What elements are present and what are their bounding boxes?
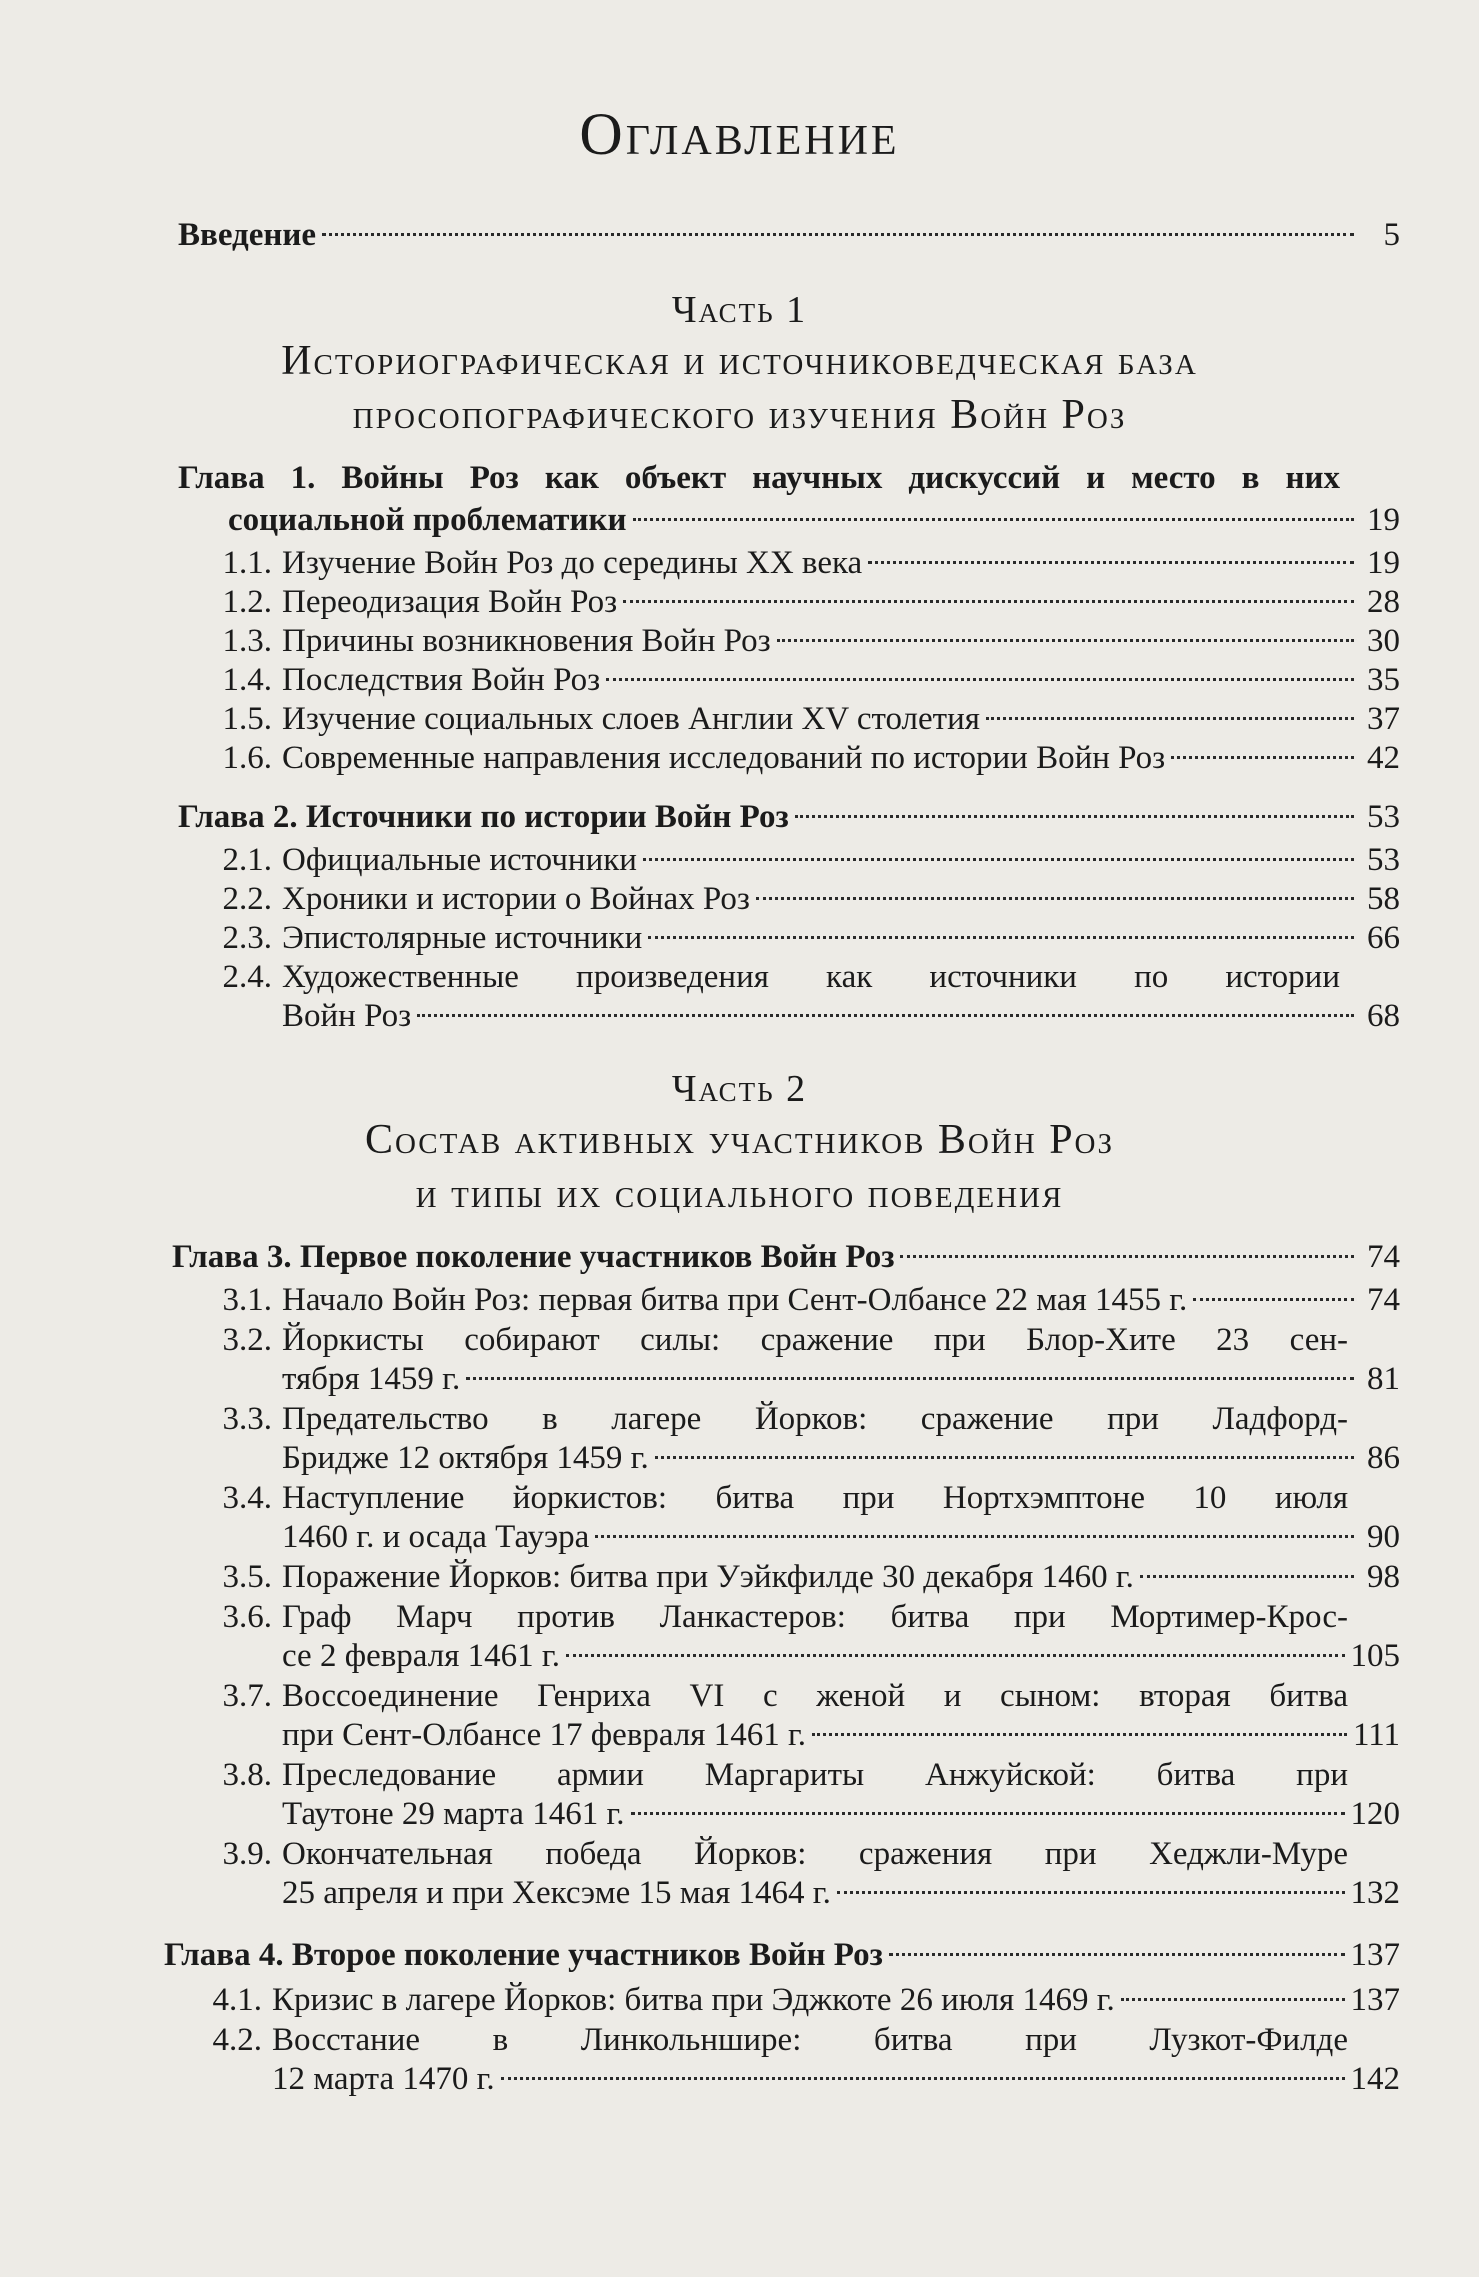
toc-entry-3-6-line1 <box>168 1597 1348 1637</box>
leader-dots <box>1140 1575 1354 1578</box>
page-number: 30 <box>1367 623 1400 659</box>
page-number: 58 <box>1367 881 1400 917</box>
leader-dots <box>1193 1298 1354 1301</box>
leader-dots <box>595 1535 1354 1538</box>
entry-title: 25 апреля и при Хексэме 15 мая 1464 г. <box>282 1875 831 1911</box>
leader-dots <box>633 518 1354 521</box>
entry-title: Кризис в лагере Йорков: битва при Эджкоте 26 июля 1469 г. <box>272 1982 1115 2018</box>
entry-title: Окончательная победа Йорков: сражения при Хеджли-Муре <box>282 1836 1348 1872</box>
part-title-line: Состав активных участников Войн Роз <box>364 1117 1115 1163</box>
leader-dots <box>986 717 1354 720</box>
section-number: 3.8. <box>222 1757 272 1793</box>
toc-entry-3-3[interactable] <box>282 1438 1400 1478</box>
toc-entry-1-1[interactable] <box>168 543 1400 583</box>
part-number: Часть 1 <box>671 289 808 331</box>
page-number: 19 <box>1367 545 1400 581</box>
toc-entry-2-3[interactable] <box>168 918 1400 958</box>
entry-title: Таутоне 29 марта 1461 г. <box>282 1796 625 1832</box>
page-number: 137 <box>1350 1937 1400 1973</box>
entry-title: Предательство в лагере Йорков: сражение при Ладфорд- <box>282 1401 1348 1437</box>
toc-entry-2-1[interactable] <box>168 840 1400 880</box>
toc-entry-3-4-line1 <box>168 1478 1348 1518</box>
entry-title: Восстание в Линкольншире: битва при Лузкот-Филде <box>272 2022 1348 2058</box>
toc-entry-4-2[interactable] <box>272 2059 1400 2099</box>
section-number: 2.3. <box>222 920 272 956</box>
page-number: 74 <box>1367 1239 1400 1275</box>
section-number: 2.2. <box>222 881 272 917</box>
entry-title: Глава 4. Второе поколение участников Войн Роз <box>164 1937 883 1973</box>
entry-title: Изучение Войн Роз до середины XX века <box>282 545 863 581</box>
page-number: 132 <box>1350 1875 1400 1911</box>
section-number: 3.1. <box>222 1282 272 1318</box>
toc-entry-1-5[interactable] <box>168 699 1400 739</box>
toc-entry-1-3[interactable] <box>168 621 1400 661</box>
entry-title: 12 марта 1470 г. <box>272 2061 495 2097</box>
page-number: 74 <box>1367 1282 1400 1318</box>
section-number: 1.2. <box>222 584 272 620</box>
entry-title: Глава 2. Источники по истории Войн Роз <box>178 799 789 835</box>
page-number: 142 <box>1350 2061 1400 2097</box>
part-title-line: Историографическая и источниковедческая база <box>281 338 1198 384</box>
entry-title: Начало Войн Роз: первая битва при Сент-Олбансе 22 мая 1455 г. <box>282 1282 1188 1318</box>
toc-entry-2-4-line1 <box>168 957 1340 997</box>
leader-dots <box>889 1953 1345 1956</box>
entry-title: Введение <box>178 217 317 253</box>
entry-title: Причины возникновения Войн Роз <box>282 623 771 659</box>
page-number: 86 <box>1367 1440 1400 1476</box>
page-title: Оглавление <box>579 101 900 167</box>
entry-title: Глава 3. Первое поколение участников Войн Роз <box>172 1239 895 1275</box>
part-number: Часть 2 <box>671 1068 808 1110</box>
leader-dots <box>1171 756 1354 759</box>
toc-entry-3-5[interactable] <box>168 1557 1400 1597</box>
entry-title: Изучение социальных слоев Англии XV столетия <box>282 701 980 737</box>
toc-entry-3-7-line1 <box>168 1676 1348 1716</box>
section-number: 1.3. <box>222 623 272 659</box>
page-number: 66 <box>1367 920 1400 956</box>
entry-title: тября 1459 г. <box>282 1361 461 1397</box>
entry-title: се 2 февраля 1461 г. <box>282 1638 560 1674</box>
page-number: 28 <box>1367 584 1400 620</box>
page-number: 53 <box>1367 799 1400 835</box>
toc-entry-1-6[interactable] <box>168 738 1400 778</box>
leader-dots <box>322 233 1354 236</box>
leader-dots <box>631 1812 1345 1815</box>
toc-entry-2-2[interactable] <box>168 879 1400 919</box>
entry-title: Войн Роз <box>282 998 412 1034</box>
toc-entry-3-8[interactable] <box>282 1794 1400 1834</box>
entry-title: Художественные произведения как источники по истории <box>282 959 1340 995</box>
leader-dots <box>900 1255 1354 1258</box>
page-number: 90 <box>1367 1519 1400 1555</box>
page-number: 81 <box>1367 1361 1400 1397</box>
entry-title: Воссоединение Генриха VI с женой и сыном: вторая битва <box>282 1678 1348 1714</box>
page-number: 98 <box>1367 1559 1400 1595</box>
toc-entry-1-2[interactable] <box>168 582 1400 622</box>
toc-entry-4-2-line1 <box>158 2020 1348 2060</box>
toc-entry-3-8-line1 <box>168 1755 1348 1795</box>
entry-title: Официальные источники <box>282 842 637 878</box>
section-number: 1.6. <box>222 740 272 776</box>
entry-title: Граф Марч против Ланкастеров: битва при Мортимер-Крос- <box>282 1599 1348 1635</box>
entry-title: Наступление йоркистов: битва при Нортхэмптоне 10 июля <box>282 1480 1348 1516</box>
entry-title: Последствия Войн Роз <box>282 662 601 698</box>
page-number: 53 <box>1367 842 1400 878</box>
entry-title: Поражение Йорков: битва при Уэйкфилде 30 декабря 1460 г. <box>282 1559 1134 1595</box>
part-title-line: просопографического изучения Войн Роз <box>352 392 1127 438</box>
toc-entry-3-3-line1 <box>168 1399 1348 1439</box>
section-number: 3.7. <box>222 1678 272 1714</box>
leader-dots <box>501 2077 1345 2080</box>
page-number: 35 <box>1367 662 1400 698</box>
leader-dots <box>756 897 1354 900</box>
entry-title: 1460 г. и осада Тауэра <box>282 1519 590 1555</box>
chapter-title-line: Глава 1. Войны Роз как объект научных дискуссий и место в них <box>178 460 1340 496</box>
entry-title: Переодизация Войн Роз <box>282 584 618 620</box>
toc-entry-3-7[interactable] <box>282 1715 1400 1755</box>
leader-dots <box>606 678 1354 681</box>
section-number: 1.4. <box>222 662 272 698</box>
toc-entry-3-9[interactable] <box>282 1873 1400 1913</box>
entry-title: Йоркисты собирают силы: сражение при Блор-Хите 23 сен- <box>282 1322 1348 1358</box>
entry-title: Бридже 12 октября 1459 г. <box>282 1440 649 1476</box>
section-number: 3.9. <box>222 1836 272 1872</box>
leader-dots <box>623 600 1354 603</box>
section-number: 4.1. <box>212 1982 262 2018</box>
section-number: 3.4. <box>222 1480 272 1516</box>
section-number: 1.1. <box>222 545 272 581</box>
entry-title: Эпистолярные источники <box>282 920 643 956</box>
toc-entry-3-9-line1 <box>168 1834 1348 1874</box>
page-number: 68 <box>1367 998 1400 1034</box>
toc-entry-chapter-1[interactable] <box>228 500 1400 540</box>
section-number: 3.5. <box>222 1559 272 1595</box>
entry-title: при Сент-Олбансе 17 февраля 1461 г. <box>282 1717 807 1753</box>
section-number: 3.2. <box>222 1322 272 1358</box>
section-number: 2.1. <box>222 842 272 878</box>
leader-dots <box>777 639 1354 642</box>
part-heading-1 <box>0 286 1479 442</box>
leader-dots <box>566 1654 1345 1657</box>
toc-entry-4-1[interactable] <box>158 1980 1400 2020</box>
leader-dots <box>1121 1998 1345 2001</box>
toc-entry-3-2-line1 <box>168 1320 1348 1360</box>
section-number: 3.3. <box>222 1401 272 1437</box>
section-number: 4.2. <box>212 2022 262 2058</box>
page-number: 19 <box>1367 502 1400 538</box>
toc-entry-2-4[interactable] <box>282 996 1400 1036</box>
toc-entry-3-6[interactable] <box>282 1636 1400 1676</box>
leader-dots <box>417 1014 1354 1017</box>
section-number: 1.5. <box>222 701 272 737</box>
page-number: 120 <box>1350 1796 1400 1832</box>
toc-entry-3-1[interactable] <box>168 1280 1400 1320</box>
toc-entry-chapter-2[interactable] <box>178 797 1400 837</box>
leader-dots <box>643 858 1354 861</box>
part-heading-2 <box>0 1065 1479 1221</box>
leader-dots <box>466 1377 1354 1380</box>
toc-entry-1-4[interactable] <box>168 660 1400 700</box>
page-number: 42 <box>1367 740 1400 776</box>
leader-dots <box>837 1891 1345 1894</box>
section-number: 2.4. <box>222 959 272 995</box>
page-number: 111 <box>1352 1717 1400 1753</box>
leader-dots <box>795 815 1354 818</box>
toc-entry-chapter-4[interactable] <box>164 1935 1400 1975</box>
toc-entry-intro[interactable] <box>178 215 1400 255</box>
page-number: 105 <box>1350 1638 1400 1674</box>
page-number: 137 <box>1350 1982 1400 2018</box>
entry-title: социальной проблематики <box>228 502 627 538</box>
toc-entry-3-2[interactable] <box>282 1359 1400 1399</box>
entry-title: Преследование армии Маргариты Анжуйской: битва при <box>282 1757 1348 1793</box>
leader-dots <box>868 561 1354 564</box>
entry-title: Хроники и истории о Войнах Роз <box>282 881 750 917</box>
leader-dots <box>655 1456 1354 1459</box>
page-number: 37 <box>1367 701 1400 737</box>
page-number: 5 <box>1383 217 1400 253</box>
toc-entry-3-4[interactable] <box>282 1517 1400 1557</box>
leader-dots <box>812 1733 1347 1736</box>
entry-title: Современные направления исследований по истории Войн Роз <box>282 740 1166 776</box>
leader-dots <box>648 936 1354 939</box>
section-number: 3.6. <box>222 1599 272 1635</box>
part-title-line: и типы их социального поведения <box>415 1171 1064 1217</box>
toc-entry-chapter-3[interactable] <box>172 1237 1400 1277</box>
